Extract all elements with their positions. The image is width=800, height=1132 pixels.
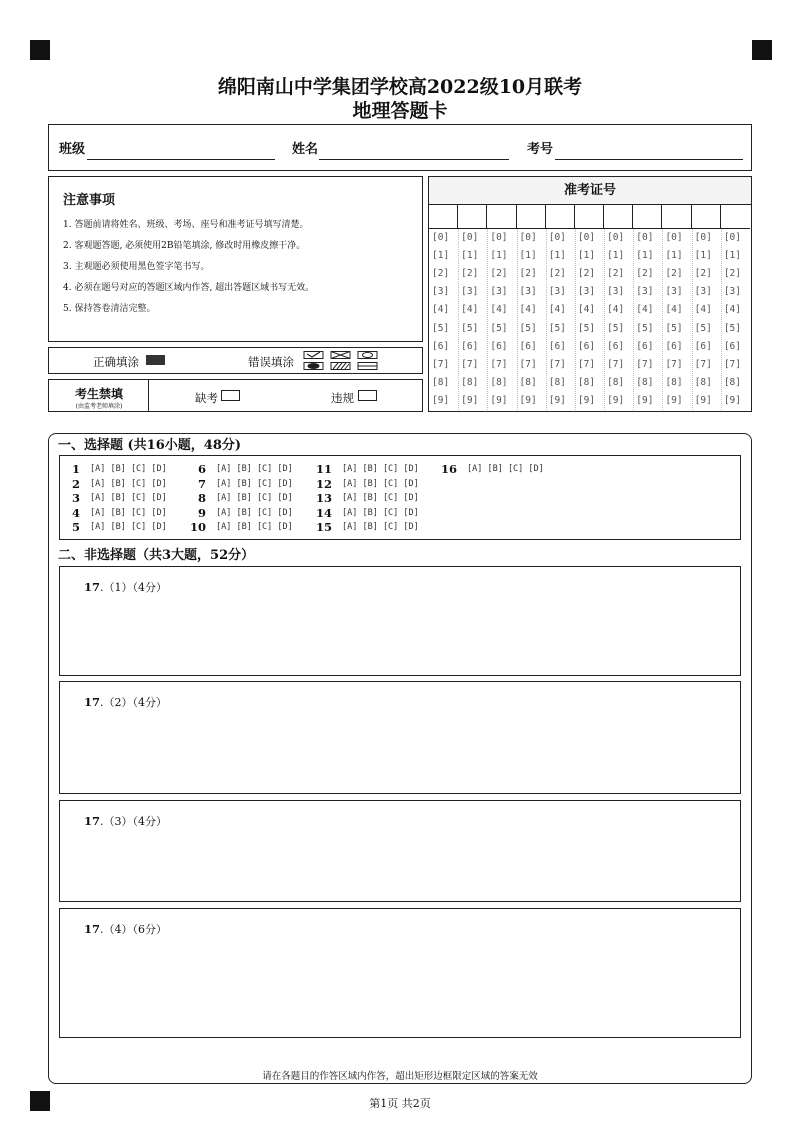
answer-options[interactable]: [A] [B] [C] [D] [342, 522, 419, 532]
wrong-fill-label: 错误填涂 [248, 355, 294, 369]
admission-digit-bubble[interactable]: [5] [548, 322, 566, 334]
fill-example-box [48, 347, 423, 374]
admission-digit-bubble[interactable]: [4] [694, 304, 712, 316]
admission-digit-bubble[interactable]: [6] [577, 340, 596, 352]
admission-digit-bubble[interactable]: [8] [490, 376, 508, 388]
forbidden-label-cell [49, 380, 149, 411]
answer-options[interactable]: [A] [B] [C] [D] [90, 507, 167, 518]
exam-number-label: 考号 [527, 142, 554, 157]
notice-box [48, 176, 423, 342]
class-field[interactable] [87, 159, 275, 160]
section2-title: 二、非选择题（共3大题，52分） [58, 548, 255, 563]
admission-digit-write-cell[interactable] [487, 205, 516, 229]
admission-digit-bubble[interactable]: [7] [577, 358, 596, 370]
admission-digit-bubble[interactable]: [9] [694, 394, 712, 406]
admission-digit-bubble[interactable]: [7] [665, 358, 683, 370]
admission-digit-bubble[interactable]: [1] [432, 250, 450, 262]
column-divider [662, 229, 663, 410]
admission-digit-bubble[interactable]: [0] [607, 232, 625, 243]
admission-digit-bubble[interactable]: [5] [519, 322, 537, 334]
question-number: 6 [197, 462, 206, 476]
admission-digit-bubble[interactable]: [1] [665, 250, 683, 262]
column-divider [517, 229, 518, 410]
page-title: 绵阳南山中学集团学校高2022级10月联考 [217, 76, 583, 98]
admission-digit-bubble[interactable]: [8] [665, 376, 683, 388]
forbidden-box [48, 379, 423, 412]
admission-digit-bubble[interactable]: [0] [548, 232, 566, 243]
admission-digit-bubble[interactable]: [1] [577, 250, 596, 262]
admission-digit-bubble[interactable]: [9] [723, 394, 741, 406]
admission-digit-bubble[interactable]: [1] [607, 250, 625, 262]
violation-checkbox[interactable] [358, 390, 377, 401]
name-label: 姓名 [292, 142, 319, 157]
admission-digit-write-cell[interactable] [604, 205, 633, 229]
column-divider [604, 229, 605, 410]
question-part: .（3）（4分） [100, 815, 168, 828]
admission-digit-bubble[interactable]: [6] [490, 340, 508, 352]
answer-options[interactable]: [A] [B] [C] [D] [90, 478, 167, 489]
admission-digit-bubble[interactable]: [8] [723, 376, 741, 388]
admission-digit-bubble[interactable]: [6] [519, 340, 537, 352]
admission-digit-bubble[interactable]: [9] [607, 394, 625, 406]
admission-digit-bubble[interactable]: [0] [694, 232, 712, 243]
admission-digit-bubble[interactable]: [5] [636, 322, 654, 334]
column-divider [546, 229, 547, 410]
admission-digit-bubble[interactable]: [7] [519, 358, 537, 370]
question-number: 12 [316, 476, 333, 491]
notice-item: 5. 保持答卷清洁完整。 [63, 304, 156, 314]
notice-item: 1. 答题前请将姓名、班级、考场、座号和准考证号填写清楚。 [63, 220, 309, 230]
admission-digit-bubble[interactable]: [3] [461, 286, 479, 298]
admission-digit-bubble[interactable]: [2] [665, 268, 683, 280]
admission-digit-bubble[interactable]: [5] [723, 322, 741, 334]
question-number: 17 [84, 814, 101, 828]
admission-digit-bubble[interactable]: [1] [519, 250, 537, 262]
admission-digit-bubble[interactable]: [0] [723, 232, 741, 243]
admission-digit-bubble[interactable]: [7] [636, 358, 654, 370]
question-number: 17 [84, 922, 101, 936]
column-divider [487, 229, 488, 410]
admission-number-box [428, 176, 752, 412]
admission-digit-write-cell[interactable] [575, 205, 604, 229]
admission-digit-bubble[interactable]: [3] [607, 286, 625, 298]
admission-digit-bubble[interactable]: [1] [490, 250, 508, 262]
question-number: 14 [316, 505, 333, 520]
question-number: 4 [71, 505, 80, 520]
admission-digit-bubble[interactable]: [1] [694, 250, 712, 262]
admission-digit-bubble[interactable]: [9] [665, 394, 683, 406]
admission-digit-bubble[interactable]: [8] [694, 376, 712, 388]
answer-area-17-2[interactable] [59, 681, 741, 794]
admission-number-title: 准考证号 [429, 177, 751, 205]
admission-digit-bubble[interactable]: [7] [432, 358, 450, 370]
admission-digit-bubble[interactable]: [0] [461, 232, 479, 243]
question-label [84, 921, 167, 937]
admission-digit-bubble[interactable]: [5] [607, 322, 625, 334]
question-part: .（1）（4分） [100, 581, 168, 594]
admission-digit-bubble[interactable]: [8] [607, 376, 625, 388]
question-number: 7 [197, 476, 206, 491]
admission-digit-bubble[interactable]: [7] [548, 358, 566, 370]
admission-digit-bubble[interactable]: [4] [490, 304, 508, 316]
admission-digit-bubble[interactable]: [2] [694, 268, 712, 280]
absent-label: 缺考 [195, 391, 218, 405]
answer-options[interactable]: [A] [B] [C] [D] [216, 493, 293, 503]
question-number: 2 [71, 476, 80, 491]
multiple-choice-area [59, 455, 741, 540]
admission-digit-bubble[interactable]: [9] [519, 394, 537, 406]
admission-digit-bubble[interactable]: [3] [665, 286, 683, 298]
admission-digit-bubble[interactable]: [3] [432, 286, 450, 298]
exam-number-field[interactable] [555, 159, 743, 160]
admission-digit-bubble[interactable]: [5] [461, 322, 479, 334]
absent-checkbox[interactable] [221, 390, 240, 401]
answer-options[interactable]: [A] [B] [C] [D] [216, 478, 293, 489]
admission-digit-bubble[interactable]: [0] [665, 232, 683, 243]
column-divider [458, 229, 459, 410]
admission-digit-bubble[interactable]: [9] [432, 394, 450, 406]
admission-digit-bubble[interactable]: [7] [490, 358, 508, 370]
admission-digit-bubble[interactable]: [4] [636, 304, 654, 316]
column-divider [575, 229, 576, 410]
forbidden-subtitle: (由监考老师填涂) [75, 403, 123, 410]
admission-digit-bubble[interactable]: [5] [577, 322, 596, 334]
admission-digit-bubble[interactable]: [9] [577, 394, 596, 406]
admission-digit-write-cell[interactable] [546, 205, 575, 229]
admission-digit-bubble[interactable]: [7] [461, 358, 479, 370]
admission-digit-bubble[interactable]: [6] [461, 340, 479, 352]
admission-digit-bubble[interactable]: [4] [548, 304, 566, 316]
question-number: 17 [84, 695, 101, 709]
admission-digit-bubble[interactable]: [6] [636, 340, 654, 352]
admission-digit-bubble[interactable]: [0] [432, 232, 450, 243]
correct-fill-label: 正确填涂 [93, 355, 139, 369]
answer-area-17-1[interactable] [59, 566, 741, 676]
admission-digit-bubble[interactable]: [8] [636, 376, 654, 388]
admission-digit-bubble[interactable]: [5] [432, 322, 450, 334]
admission-digit-bubble[interactable]: [9] [548, 394, 566, 406]
answer-options[interactable]: [A] [B] [C] [D] [216, 464, 293, 474]
admission-digit-bubble[interactable]: [4] [519, 304, 537, 316]
question-number: 9 [197, 505, 206, 520]
admission-digit-bubble[interactable]: [9] [490, 394, 508, 406]
column-divider [721, 229, 722, 410]
notice-item: 2. 客观题答题, 必须使用2B铅笔填涂, 修改时用橡皮擦干净。 [63, 241, 306, 251]
admission-digit-write-cell[interactable] [517, 205, 546, 229]
answer-options[interactable]: [A] [B] [C] [D] [90, 493, 167, 503]
question-number: 5 [71, 520, 80, 534]
admission-digit-bubble[interactable]: [1] [461, 250, 479, 262]
admission-digit-write-cell[interactable] [662, 205, 691, 229]
admission-digit-bubble[interactable]: [3] [490, 286, 508, 298]
admission-digit-bubble[interactable]: [6] [694, 340, 712, 352]
admission-digit-bubble[interactable]: [0] [519, 232, 537, 243]
answer-options[interactable]: [A] [B] [C] [D] [342, 507, 419, 518]
admission-digit-bubble[interactable]: [2] [548, 268, 566, 280]
answer-options[interactable]: [A] [B] [C] [D] [342, 493, 419, 503]
admission-digit-bubble[interactable]: [1] [636, 250, 654, 262]
admission-digit-bubble[interactable]: [5] [665, 322, 683, 334]
notice-title: 注意事项 [63, 193, 116, 208]
correct-fill-sample [146, 355, 165, 365]
admission-digit-bubble[interactable]: [1] [548, 250, 566, 262]
question-number: 13 [316, 491, 333, 505]
admission-digit-bubble[interactable]: [8] [577, 376, 596, 388]
admission-digit-bubble[interactable]: [1] [723, 250, 741, 262]
registration-mark-top-left [30, 40, 50, 60]
forbidden-title: 考生禁填 [74, 387, 123, 401]
notice-item: 3. 主观题必须使用黑色签字笔书写。 [63, 262, 210, 272]
question-label [84, 813, 167, 829]
admission-digit-bubble[interactable]: [2] [490, 268, 508, 280]
admission-digit-bubble[interactable]: [3] [548, 286, 566, 298]
admission-digit-bubble[interactable]: [4] [723, 304, 741, 316]
admission-digit-write-cell[interactable] [458, 205, 487, 229]
question-number: 11 [316, 462, 333, 476]
admission-digit-bubble[interactable]: [6] [548, 340, 566, 352]
admission-digit-bubble[interactable]: [0] [490, 232, 508, 243]
admission-digit-bubble[interactable]: [4] [607, 304, 625, 316]
admission-digit-bubble[interactable]: [3] [519, 286, 537, 298]
admission-digit-bubble[interactable]: [5] [694, 322, 712, 334]
admission-digit-bubble[interactable]: [6] [607, 340, 625, 352]
section1-title: 一、选择题 (共16小题，48分) [58, 438, 242, 453]
answer-options[interactable]: [A] [B] [C] [D] [342, 464, 419, 474]
answer-options[interactable]: [A] [B] [C] [D] [467, 464, 544, 474]
question-number: 15 [316, 520, 333, 534]
admission-digit-bubble[interactable]: [2] [636, 268, 654, 280]
wrong-fill-samples [303, 350, 383, 372]
question-part: .（2）（4分） [100, 696, 168, 709]
admission-digit-write-cell[interactable] [633, 205, 662, 229]
admission-digit-bubble[interactable]: [7] [607, 358, 625, 370]
question-label [84, 694, 167, 710]
student-info-box [48, 124, 752, 171]
answer-options[interactable]: [A] [B] [C] [D] [216, 507, 293, 518]
answer-area-17-3[interactable] [59, 800, 741, 902]
footer-note: 请在各题目的作答区域内作答，超出矩形边框限定区域的答案无效 [262, 1071, 538, 1082]
question-label [84, 579, 167, 595]
admission-digit-bubble[interactable]: [2] [461, 268, 479, 280]
question-number: 10 [190, 520, 207, 534]
admission-digit-bubble[interactable]: [8] [548, 376, 566, 388]
admission-digit-bubble[interactable]: [0] [636, 232, 654, 243]
admission-digit-bubble[interactable]: [6] [723, 340, 741, 352]
page-subtitle: 地理答题卡 [352, 100, 448, 122]
admission-digit-bubble[interactable]: [3] [577, 286, 596, 298]
question-part: .（4）（6分） [100, 923, 168, 936]
admission-digit-bubble[interactable]: [8] [432, 376, 450, 388]
admission-digit-bubble[interactable]: [6] [665, 340, 683, 352]
page-number: 第1页 共2页 [369, 1097, 431, 1110]
question-number: 8 [197, 491, 206, 505]
name-field[interactable] [319, 159, 509, 160]
admission-digit-bubble[interactable]: [2] [723, 268, 741, 280]
admission-digit-bubble[interactable]: [9] [636, 394, 654, 406]
admission-digit-bubble[interactable]: [5] [490, 322, 508, 334]
admission-digit-bubble[interactable]: [2] [519, 268, 537, 280]
admission-digit-bubble[interactable]: [2] [577, 268, 596, 280]
admission-digit-write-cell[interactable] [429, 205, 458, 229]
question-number: 3 [71, 491, 80, 505]
admission-digit-bubble[interactable]: [4] [665, 304, 683, 316]
question-number: 1 [71, 462, 80, 476]
admission-digit-write-cell[interactable] [692, 205, 721, 229]
admission-digit-bubble[interactable]: [9] [461, 394, 479, 406]
admission-digit-bubble[interactable]: [2] [432, 268, 450, 280]
answer-options[interactable]: [A] [B] [C] [D] [342, 478, 419, 489]
admission-digit-bubble[interactable]: [7] [723, 358, 741, 370]
admission-digit-bubble[interactable]: [4] [432, 304, 450, 316]
admission-digit-bubble[interactable]: [3] [636, 286, 654, 298]
admission-digit-bubble[interactable]: [7] [694, 358, 712, 370]
answer-options[interactable]: [A] [B] [C] [D] [90, 522, 167, 532]
admission-digit-bubble[interactable]: [4] [461, 304, 479, 316]
question-number: 16 [441, 462, 458, 476]
admission-digit-write-cell[interactable] [721, 205, 750, 229]
admission-digit-bubble[interactable]: [8] [519, 376, 537, 388]
answer-area-17-4[interactable] [59, 908, 741, 1038]
answer-options[interactable]: [A] [B] [C] [D] [90, 464, 167, 474]
violation-label: 违规 [331, 391, 354, 405]
answer-options[interactable]: [A] [B] [C] [D] [216, 522, 293, 532]
notice-item: 4. 必须在题号对应的答题区域内作答, 超出答题区域书写无效。 [63, 283, 315, 293]
admission-digit-bubble[interactable]: [4] [577, 304, 596, 316]
registration-mark-top-right [752, 40, 772, 60]
admission-digit-bubble[interactable]: [0] [577, 232, 596, 243]
admission-digit-bubble[interactable]: [3] [694, 286, 712, 298]
question-number: 17 [84, 580, 101, 594]
admission-digit-bubble[interactable]: [2] [607, 268, 625, 280]
column-divider [633, 229, 634, 410]
class-label: 班级 [59, 142, 86, 157]
column-divider [692, 229, 693, 410]
admission-digit-bubble[interactable]: [6] [432, 340, 450, 352]
admission-digit-bubble[interactable]: [8] [461, 376, 479, 388]
admission-digit-bubble[interactable]: [3] [723, 286, 741, 298]
